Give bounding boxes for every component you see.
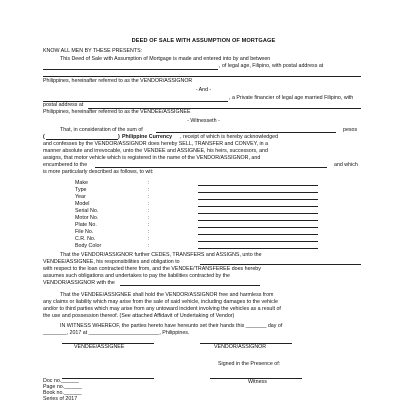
vehicle-field-colon: : [148, 187, 150, 193]
vehicle-field-blank [198, 227, 318, 228]
amount-figures-close: ) [118, 134, 120, 140]
vendee-signature-label: VENDEE/ASSIGNEE [74, 344, 125, 350]
vendor-signature-label: VENDOR/ASSIGNOR [214, 344, 267, 350]
and-separator: - And - [195, 87, 212, 93]
p2-line1: , a Private financier of legal age married Filipino, with [229, 95, 354, 101]
p6-line2: ________, 2017 at ________________________, Philippines. [43, 330, 190, 336]
know-all-line: KNOW ALL MEN BY THESE PRESENTS: [43, 48, 143, 54]
vehicle-field-blank [198, 206, 318, 207]
p2-line2: postal address at [43, 102, 84, 108]
vehicle-field-colon: : [148, 215, 150, 221]
witness-label: Witness [248, 379, 267, 385]
p3-line2b: , receipt of which is hereby acknowledged [180, 134, 279, 140]
signed-presence-label: Signed in the Presence of: [218, 361, 281, 367]
p4-line1: That the VENDOR/ASSIGNOR further CEDES, TRANSFERS and ASSIGNS, unto the [60, 252, 262, 258]
vehicle-field-colon: : [148, 229, 150, 235]
series-line: Series of 2017 [43, 396, 78, 402]
vehicle-field-blank [198, 213, 318, 214]
vehicle-field-label: Make [75, 180, 88, 186]
p3-line4: manner absolute and irrevocable, unto the VENDEE and ASSIGNEE, his heirs, successors, and [43, 148, 268, 154]
p4-line3: with respect to the loan contracted there from, and the VENDEE/TRANSFEREE does hereby [43, 266, 261, 272]
witnesseth-heading: - Witnesseth - [187, 118, 220, 124]
vehicle-field-colon: : [148, 194, 150, 200]
vehicle-field-blank [198, 192, 318, 193]
vehicle-field-blank [198, 234, 318, 235]
lender-blank [120, 285, 260, 286]
p3-line6b: and which [334, 162, 358, 168]
vehicle-field-blank [198, 199, 318, 200]
amount-words-blank [156, 132, 336, 133]
vehicle-field-label: File No. [75, 229, 94, 235]
document-title: DEED OF SALE WITH ASSUMPTION OF MORTGAGE [131, 38, 276, 44]
p4-line2: VENDEE/ASSIGNEE, his responsibilities and obligation to [43, 259, 180, 265]
vehicle-field-blank [198, 248, 318, 249]
p1-line3: Philippines, hereinafter referred to as the VENDOR/ASSIGNOR [43, 78, 193, 84]
p3-line1a: That, in consideration of the sum of [60, 127, 143, 133]
vehicle-field-colon: : [148, 222, 150, 228]
vehicle-field-label: Year [75, 194, 86, 200]
vehicle-field-colon: : [148, 243, 150, 249]
vehicle-field-colon: : [148, 180, 150, 186]
vehicle-field-blank [198, 185, 318, 186]
vehicle-field-label: Type [75, 187, 87, 193]
p2-line3: Philippines, hereinafter referred to as the VENDEE/ASSIGNEE [43, 109, 191, 115]
p3-line7: is more particularly described as follows, to wit: [43, 169, 154, 175]
amount-figures-blank [46, 139, 118, 140]
p3-line5: assigns, that motor vehicle which is registered in the name of the VENDOR/ASSIGNOR, and [43, 155, 261, 161]
amount-figures-paren: ( [43, 134, 45, 140]
vehicle-field-label: Serial No. [75, 208, 99, 214]
vehicle-field-colon: : [148, 236, 150, 242]
p3-line3: and confesses by the VENDOR/ASSIGNOR does hereby SELL, TRANSFER and CONVEY, in a [43, 141, 269, 147]
vehicle-field-label: Plate No. [75, 222, 97, 228]
vehicle-field-label: Body Color [75, 243, 102, 249]
vehicle-field-label: C.R. No. [75, 236, 96, 242]
book-no: Book no.______ [43, 390, 82, 396]
p3-currency: Philippine Currency [122, 134, 173, 140]
vendor-name-blank [43, 69, 218, 70]
p1-line2: , of legal age, Filipino, with postal address at [219, 63, 324, 69]
p5-line3: and/or to third parties which may arise from any untoward incident involving the vehicles as a result of [43, 306, 281, 312]
encumbrancer-blank [95, 167, 327, 168]
vehicle-field-blank [198, 220, 318, 221]
p3-line1b: pesos [343, 127, 358, 133]
p5-line1: That the VENDEE/ASSIGNEE shall hold the VENDOR/ASSIGNOR free and harmless from [60, 292, 274, 298]
p5-line2: any claims or liability which may arise from the sale of said vehicle, including damages to the vehicle [43, 299, 278, 305]
vehicle-field-colon: : [148, 201, 150, 207]
vehicle-field-blank [198, 241, 318, 242]
p6-line1: IN WITNESS WHEREOF, the parties hereto have hereunto set their hands this _______ day of [60, 323, 283, 329]
p1-line1: This Deed of Sale with Assumption of Mortgage is made and entered into by and between [60, 56, 271, 62]
vehicle-field-label: Motor No. [75, 215, 99, 221]
p5-line4: the use and possession thereof. (See attached Affidavit of Undertaking of Vendor) [43, 313, 235, 319]
vehicle-field-colon: : [148, 208, 150, 214]
vehicle-field-label: Model [75, 201, 90, 207]
p4-line4: assumes such obligations and undertakes to pay the liabilities contracted by the [43, 273, 230, 279]
doc-no: Doc no.______ [43, 378, 79, 384]
obligation-blank [200, 264, 361, 265]
vendor-address-blank [43, 76, 361, 77]
p3-line6a: encumbered to the [43, 162, 88, 168]
page-no: Page no.______ [43, 384, 82, 390]
p4-line5: VENDOR/ASSIGNOR with the [43, 280, 115, 286]
